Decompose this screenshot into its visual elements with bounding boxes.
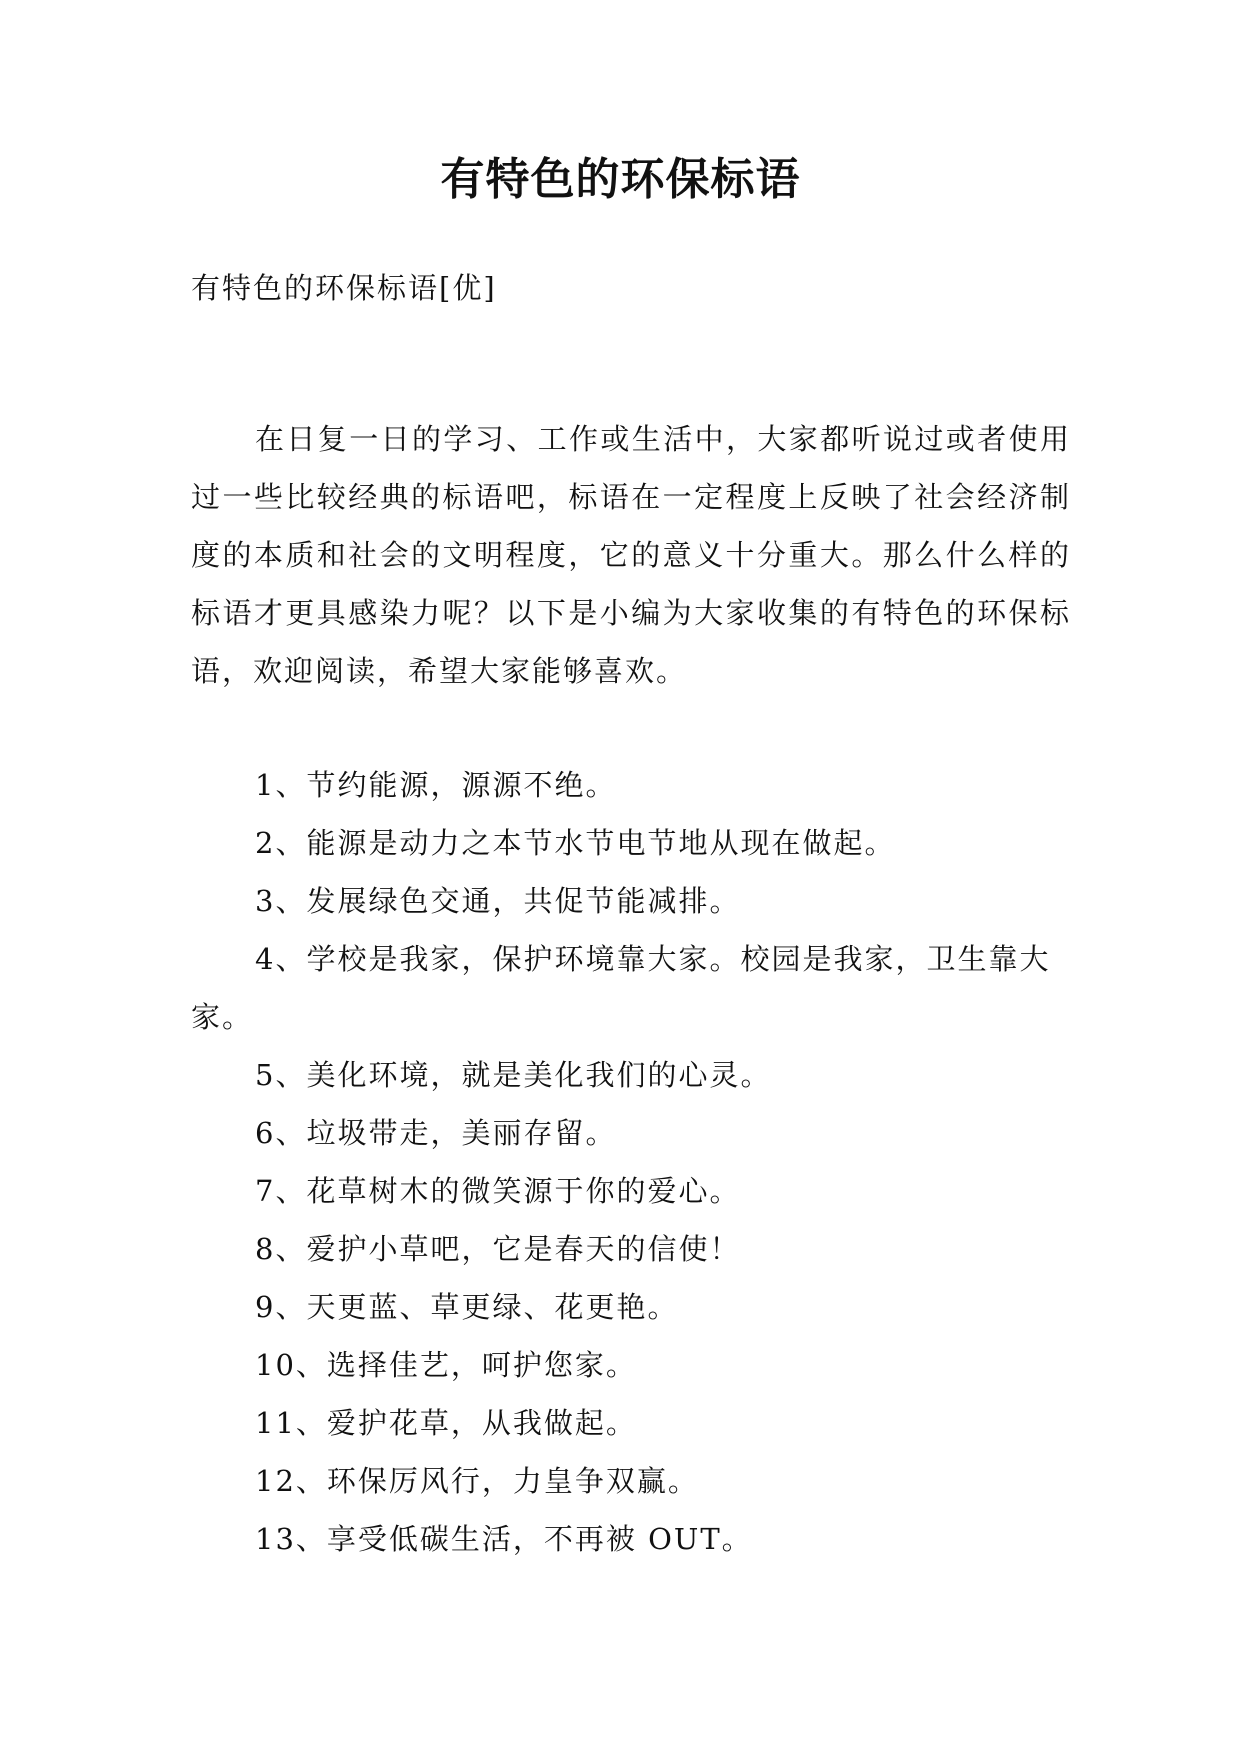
slogan-item: 10、选择佳艺，呵护您家。 [255,1348,637,1382]
slogan-list [191,756,1071,1568]
slogan-item: 12、环保厉风行，力皇争双赢。 [255,1464,699,1498]
slogan-item: 9、天更蓝、草更绿、花更艳。 [255,1290,679,1324]
slogan-item: 7、花草树木的微笑源于你的爱心。 [255,1174,741,1208]
intro-paragraph: 在日复一日的学习、工作或生活中，大家都听说过或者使用过一些比较经典的标语吧，标语在一定程度上反映了社会经济制度的本质和社会的文明程度，它的意义十分重大。那么什么样的标语才更具感染力呢？以下是小编为大家收集的有特色的环保标语，欢迎阅读，希望大家能够喜欢。 [191,422,1071,688]
slogan-item: 5、美化环境，就是美化我们的心灵。 [255,1058,772,1092]
slogan-item: 6、垃圾带走，美丽存留。 [255,1116,617,1150]
slogan-item: 8、爱护小草吧，它是春天的信使！ [255,1232,741,1266]
document-title: 有特色的环保标语 [440,154,801,205]
slogan-item: 2、能源是动力之本节水节电节地从现在做起。 [255,826,896,860]
slogan-item: 11、爱护花草，从我做起。 [255,1406,637,1440]
document-subtitle: 有特色的环保标语[优] [191,271,497,305]
slogan-item: 4、学校是我家，保护环境靠大家。校园是我家，卫生靠大家。 [191,942,1051,1034]
slogan-item: 1、节约能源，源源不绝。 [255,768,617,802]
slogan-item: 3、发展绿色交通，共促节能减排。 [255,884,741,918]
slogan-item: 13、享受低碳生活，不再被 OUT。 [255,1522,753,1556]
